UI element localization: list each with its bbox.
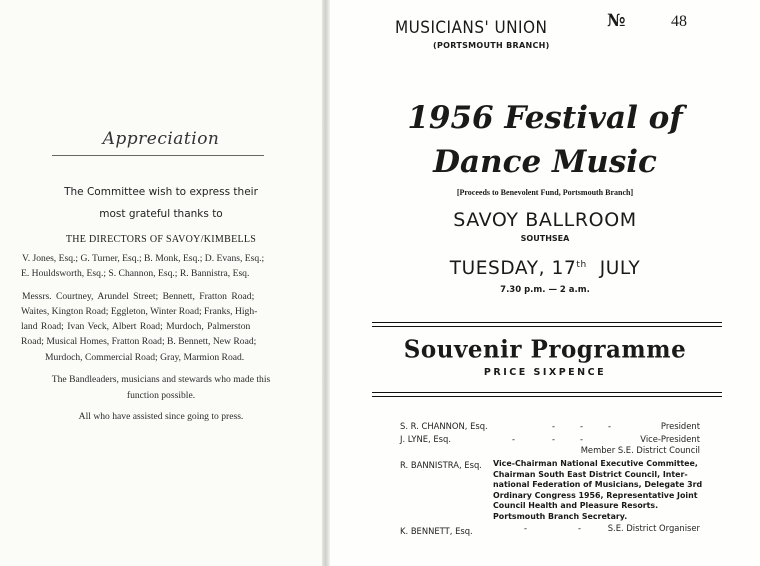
firms-line-2: Waites, Kington Road; Eggleton, Winter Road; Franks, High- [21,306,258,317]
bandleaders-line-2: function possible. [126,390,196,401]
committee-name-1: S. R. CHANNON, Esq. [400,421,488,431]
dash: - [524,523,528,533]
dash: - [552,421,556,431]
closing-line: All who have assisted since going to press. [78,411,244,422]
dash: - [580,421,584,431]
venue-name: SAVOY BALLROOM [453,209,637,231]
event-date [330,258,760,279]
number-sign: № [607,11,626,31]
rule-top-a [372,322,722,323]
desc-line: Portsmouth Branch Secretary. [493,511,628,521]
firms-line-5: Murdoch, Commercial Road; Gray, Marmion Road. [45,352,245,363]
committee-name-3: R. BANNISTRA, Esq. [400,460,482,470]
committee-role-2-extra: Member S.E. District Council [580,445,700,455]
title-line-1: 1956 Festival of [407,100,683,136]
rule-bottom-a [372,392,722,393]
directors-line: THE DIRECTORS OF SAVOY/KIMBELLS [65,234,257,245]
dash: - [512,434,516,444]
firms-line-4: Road; Musical Homes, Fratton Road; B. Bennett, New Road; [21,336,257,347]
title-line-2: Dance Music [433,144,657,180]
date-suffix: th [576,259,587,270]
rule-top-b [372,326,722,327]
desc-line: Chairman South East District Council, Inter- [493,469,688,479]
bandleaders-line-1: The Bandleaders, musicians and stewards who made this [51,374,271,385]
date-day: TUESDAY, 17 [449,258,577,279]
desc-line: Ordinary Congress 1956, Representative Joint [493,490,698,500]
committee-role-2: Vice-President [640,434,700,444]
dash: - [552,434,556,444]
firms-line-3: land Road; Ivan Veck, Albert Road; Murdoch, Palmerston [21,321,251,332]
names-line-1: V. Jones, Esq.; G. Turner, Esq.; B. Monk, Esq.; D. Evans, Esq.; [22,253,265,264]
desc-line: national Federation of Musicians, Delegate 3rd [493,480,703,490]
union-name: MUSICIANS' UNION [395,18,548,38]
dash: - [578,523,582,533]
date-month: JULY [599,258,641,279]
appreciation-heading: Appreciation [102,129,220,149]
firms-line-1: Messrs. Courtney, Arundel Street; Bennett, Fratton Road; [22,291,255,302]
event-time: 7.30 p.m. — 2 a.m. [500,285,590,295]
dash: - [608,421,612,431]
desc-line: Vice-Chairman National Executive Committee, [493,459,698,468]
committee-role-1: President [660,421,700,431]
left-page [0,0,322,566]
desc-line: Council Health and Pleasure Resorts. [493,501,659,511]
page-fold [322,0,330,566]
branch-name: (PORTSMOUTH BRANCH) [433,41,550,50]
proceeds-note: [Proceeds to Benevolent Fund, Portsmouth Branch] [456,188,634,197]
programme-number: 48 [671,13,687,30]
intro-line-1: The Committee wish to express their [64,186,258,198]
committee-name-4: K. BENNETT, Esq. [400,526,473,536]
souvenir-programme-title: Souvenir Programme [403,335,687,364]
rule-bottom-b [372,396,722,397]
committee-desc-3 [493,459,711,523]
intro-line-2: most grateful thanks to [99,208,223,220]
venue-location: SOUTHSEA [520,234,570,243]
price-line: PRICE SIXPENCE [483,367,607,378]
dash: - [580,434,584,444]
committee-name-2: J. LYNE, Esq. [400,434,451,444]
committee-role-4: S.E. District Organiser [607,523,700,533]
appreciation-rule [52,155,264,156]
names-line-2: E. Houldsworth, Esq.; S. Channon, Esq.; R. Bannistra, Esq. [21,268,250,279]
